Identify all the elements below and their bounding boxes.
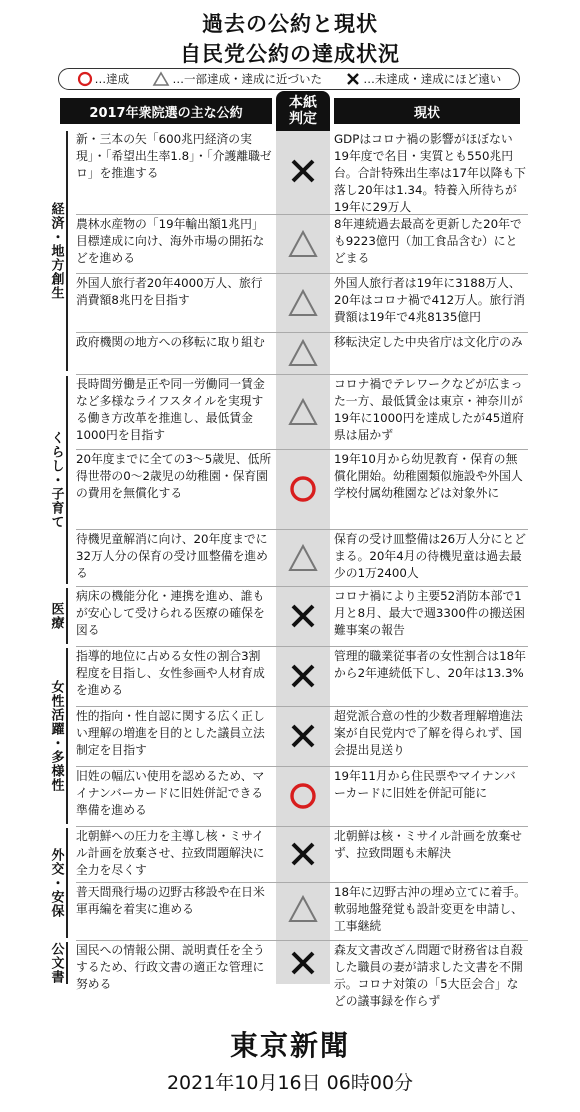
table-row (76, 708, 528, 764)
status-cell: 8年連続過去最高を更新した20年でも9223億円（加工食品含む）にとどまる (334, 217, 522, 265)
promise-cell: 北朝鮮への圧力を主導し核・ミサイル計画を放棄させ、拉致問題解決に全力を尽くす (76, 829, 265, 877)
category-divider (66, 131, 68, 371)
table-row (76, 275, 528, 330)
row-divider (76, 826, 528, 827)
verdict-mark (276, 781, 330, 811)
table-row (76, 588, 528, 644)
promise-cell: 農林水産物の「19年輸出額1兆円」目標達成に向け、海外市場の開拓などを進める (76, 217, 265, 265)
table-row (76, 334, 528, 372)
category-documents: 公文書 (48, 942, 64, 984)
category-diplomacy: 外交・安保 (48, 848, 64, 918)
triangle-icon (287, 894, 319, 924)
x-icon (345, 71, 361, 87)
verdict-mark (276, 229, 330, 259)
status-cell: 18年に辺野古沖の埋め立てに着手。軟弱地盤発覚も設計変更を申請し、工事継続 (334, 885, 526, 933)
triangle-icon (287, 229, 319, 259)
category-medical: 医療 (48, 602, 64, 630)
row-divider (76, 214, 528, 215)
table-row (76, 216, 528, 271)
status-cell: 19年11月から住民票やマイナンバーカードに旧姓を併記可能に (334, 769, 516, 800)
verdict-mark (276, 474, 330, 504)
circle-icon (287, 781, 319, 811)
table-row (76, 131, 528, 214)
category-economy: 経済・地方創生 (48, 202, 64, 300)
verdict-mark (276, 894, 330, 924)
status-cell: GDPはコロナ禍の影響がほぼない19年度で名目・実質とも550兆円台。合計特殊出生率は17年以降も下落し20年は1.34。特養入所待ちが19年に29万人 (334, 132, 526, 214)
status-cell: 管理的職業従事者の女性割合は18年から2年連続低下し、20年は13.3% (334, 649, 526, 680)
table-row (76, 942, 528, 1008)
promise-cell: 政府機関の地方への移転に取り組む (76, 335, 265, 349)
status-cell: コロナ禍により主要52消防本部で1月と8月、最大で週3300件の搬送困難事案の報告 (334, 589, 525, 637)
table-row (76, 828, 528, 880)
status-cell: 保育の受け皿整備は26万人分にとどまる。20年4月の待機児童は過去最少の1万2400人 (334, 532, 526, 580)
legend-achieved: …達成 (77, 71, 130, 87)
x-icon (287, 156, 319, 186)
legend-partial: …一部達成・達成に近づいた (152, 71, 322, 87)
x-icon (287, 721, 319, 751)
row-divider (76, 332, 528, 333)
row-divider (76, 529, 528, 530)
promise-cell: 性的指向・性自認に関する広く正しい理解の増進を目的とした議員立法制定を目指す (76, 709, 265, 757)
table-row (76, 451, 528, 527)
row-divider (76, 706, 528, 707)
table-row (76, 884, 528, 934)
verdict-mark (276, 721, 330, 751)
triangle-icon (287, 288, 319, 318)
table-row (76, 648, 528, 704)
status-cell: 超党派合意の性的少数者理解増進法案が自民党内で了解を得られず、国会提出見送り (334, 709, 523, 757)
publish-datetime: 2021年10月16日 06時00分 (166, 1072, 414, 1094)
row-divider (76, 586, 528, 587)
verdict-mark (276, 338, 330, 368)
legend-not-achieved: …未達成・達成にほど遠い (345, 71, 501, 87)
promise-cell: 新・三本の矢「600兆円経済の実現」・「希望出生率1.8」・「介護離職ゼロ」を推進する (76, 132, 272, 180)
promise-cell: 国民への情報公開、説明責任を全うするため、行政文書の適正な管理に努める (76, 943, 265, 991)
x-icon (287, 661, 319, 691)
category-divider (66, 942, 68, 984)
promise-cell: 20年度までに全ての3～5歳児、低所得世帯の0～2歳児の幼稚園・保育園の費用を無償化する (76, 452, 272, 500)
category-life: くらし・子育て (48, 431, 64, 529)
verdict-mark (276, 601, 330, 631)
legend (58, 68, 520, 90)
promise-cell: 病床の機能分化・連携を進め、誰もが安心して受けられる医療の確保を図る (76, 589, 265, 637)
verdict-mark (276, 288, 330, 318)
row-divider (76, 273, 528, 274)
triangle-icon (287, 338, 319, 368)
x-icon (287, 839, 319, 869)
page-subtitle: 自民党公約の達成状況 (180, 42, 400, 66)
circle-icon (77, 71, 93, 87)
row-divider (76, 882, 528, 883)
triangle-icon (152, 71, 170, 87)
row-divider (76, 766, 528, 767)
source-name: 東京新聞 (229, 1029, 350, 1062)
promise-cell: 外国人旅行者20年4000万人、旅行消費額8兆円を目指す (76, 276, 263, 307)
category-divider (66, 588, 68, 644)
table-row (76, 376, 528, 447)
status-cell: コロナ禍でテレワークなどが広まった一方、最低賃金は東京・神奈川が19年に1000円を達成したが45道府県は届かず (334, 377, 524, 442)
category-women: 女性活躍・多様性 (48, 680, 64, 792)
status-cell: 北朝鮮は核・ミサイル計画を放棄せず、拉致問題も未解決 (334, 829, 522, 860)
circle-icon (287, 474, 319, 504)
table-row (76, 768, 528, 824)
verdict-mark (276, 661, 330, 691)
promise-cell: 待機児童解消に向け、20年度までに32万人分の保育の受け皿整備を進める (76, 532, 268, 580)
status-cell: 移転決定した中央省庁は文化庁のみ (334, 335, 523, 349)
verdict-mark (276, 156, 330, 186)
row-divider (76, 940, 528, 941)
x-icon (287, 601, 319, 631)
x-icon (287, 948, 319, 978)
promise-cell: 指導的地位に占める女性の割合3割程度を目指し、女性参画や人材育成を進める (76, 649, 265, 697)
triangle-icon (287, 543, 319, 573)
promise-cell: 長時間労働是正や同一労働同一賃金など多様なライフスタイルを実現する働き方改革を推進し、最低賃金1000円を目指す (76, 377, 265, 442)
category-divider (66, 648, 68, 824)
row-divider (76, 449, 528, 450)
verdict-column-header: 本紙 判定 (276, 91, 330, 131)
status-column-header: 現状 (334, 98, 520, 124)
promise-column-header: 2017年衆院選の主な公約 (60, 98, 272, 124)
verdict-mark (276, 839, 330, 869)
triangle-icon (287, 397, 319, 427)
row-divider (76, 374, 528, 375)
table-row (76, 531, 528, 584)
verdict-mark (276, 543, 330, 573)
page-title: 過去の公約と現状 (202, 12, 378, 36)
promise-cell: 普天間飛行場の辺野古移設や在日米軍再編を着実に進める (76, 885, 265, 916)
verdict-mark (276, 397, 330, 427)
status-cell: 19年10月から幼児教育・保育の無償化開始。幼稚園類似施設や外国人学校付属幼稚園などは対象外に (334, 452, 523, 500)
status-cell: 森友文書改ざん問題で財務省は自殺した職員の妻が請求した文書を不開示。コロナ対策の「5大臣会合」などの議事録を作らず (334, 943, 523, 1008)
status-cell: 外国人旅行者は19年に3188万人、20年はコロナ禍で412万人。旅行消費額は19年で4兆8135億円 (334, 276, 525, 324)
row-divider (76, 646, 528, 647)
category-divider (66, 828, 68, 938)
promise-cell: 旧姓の幅広い使用を認めるため、マイナンバーカードに旧姓併記できる準備を進める (76, 769, 265, 817)
verdict-mark (276, 948, 330, 978)
category-divider (66, 376, 68, 584)
